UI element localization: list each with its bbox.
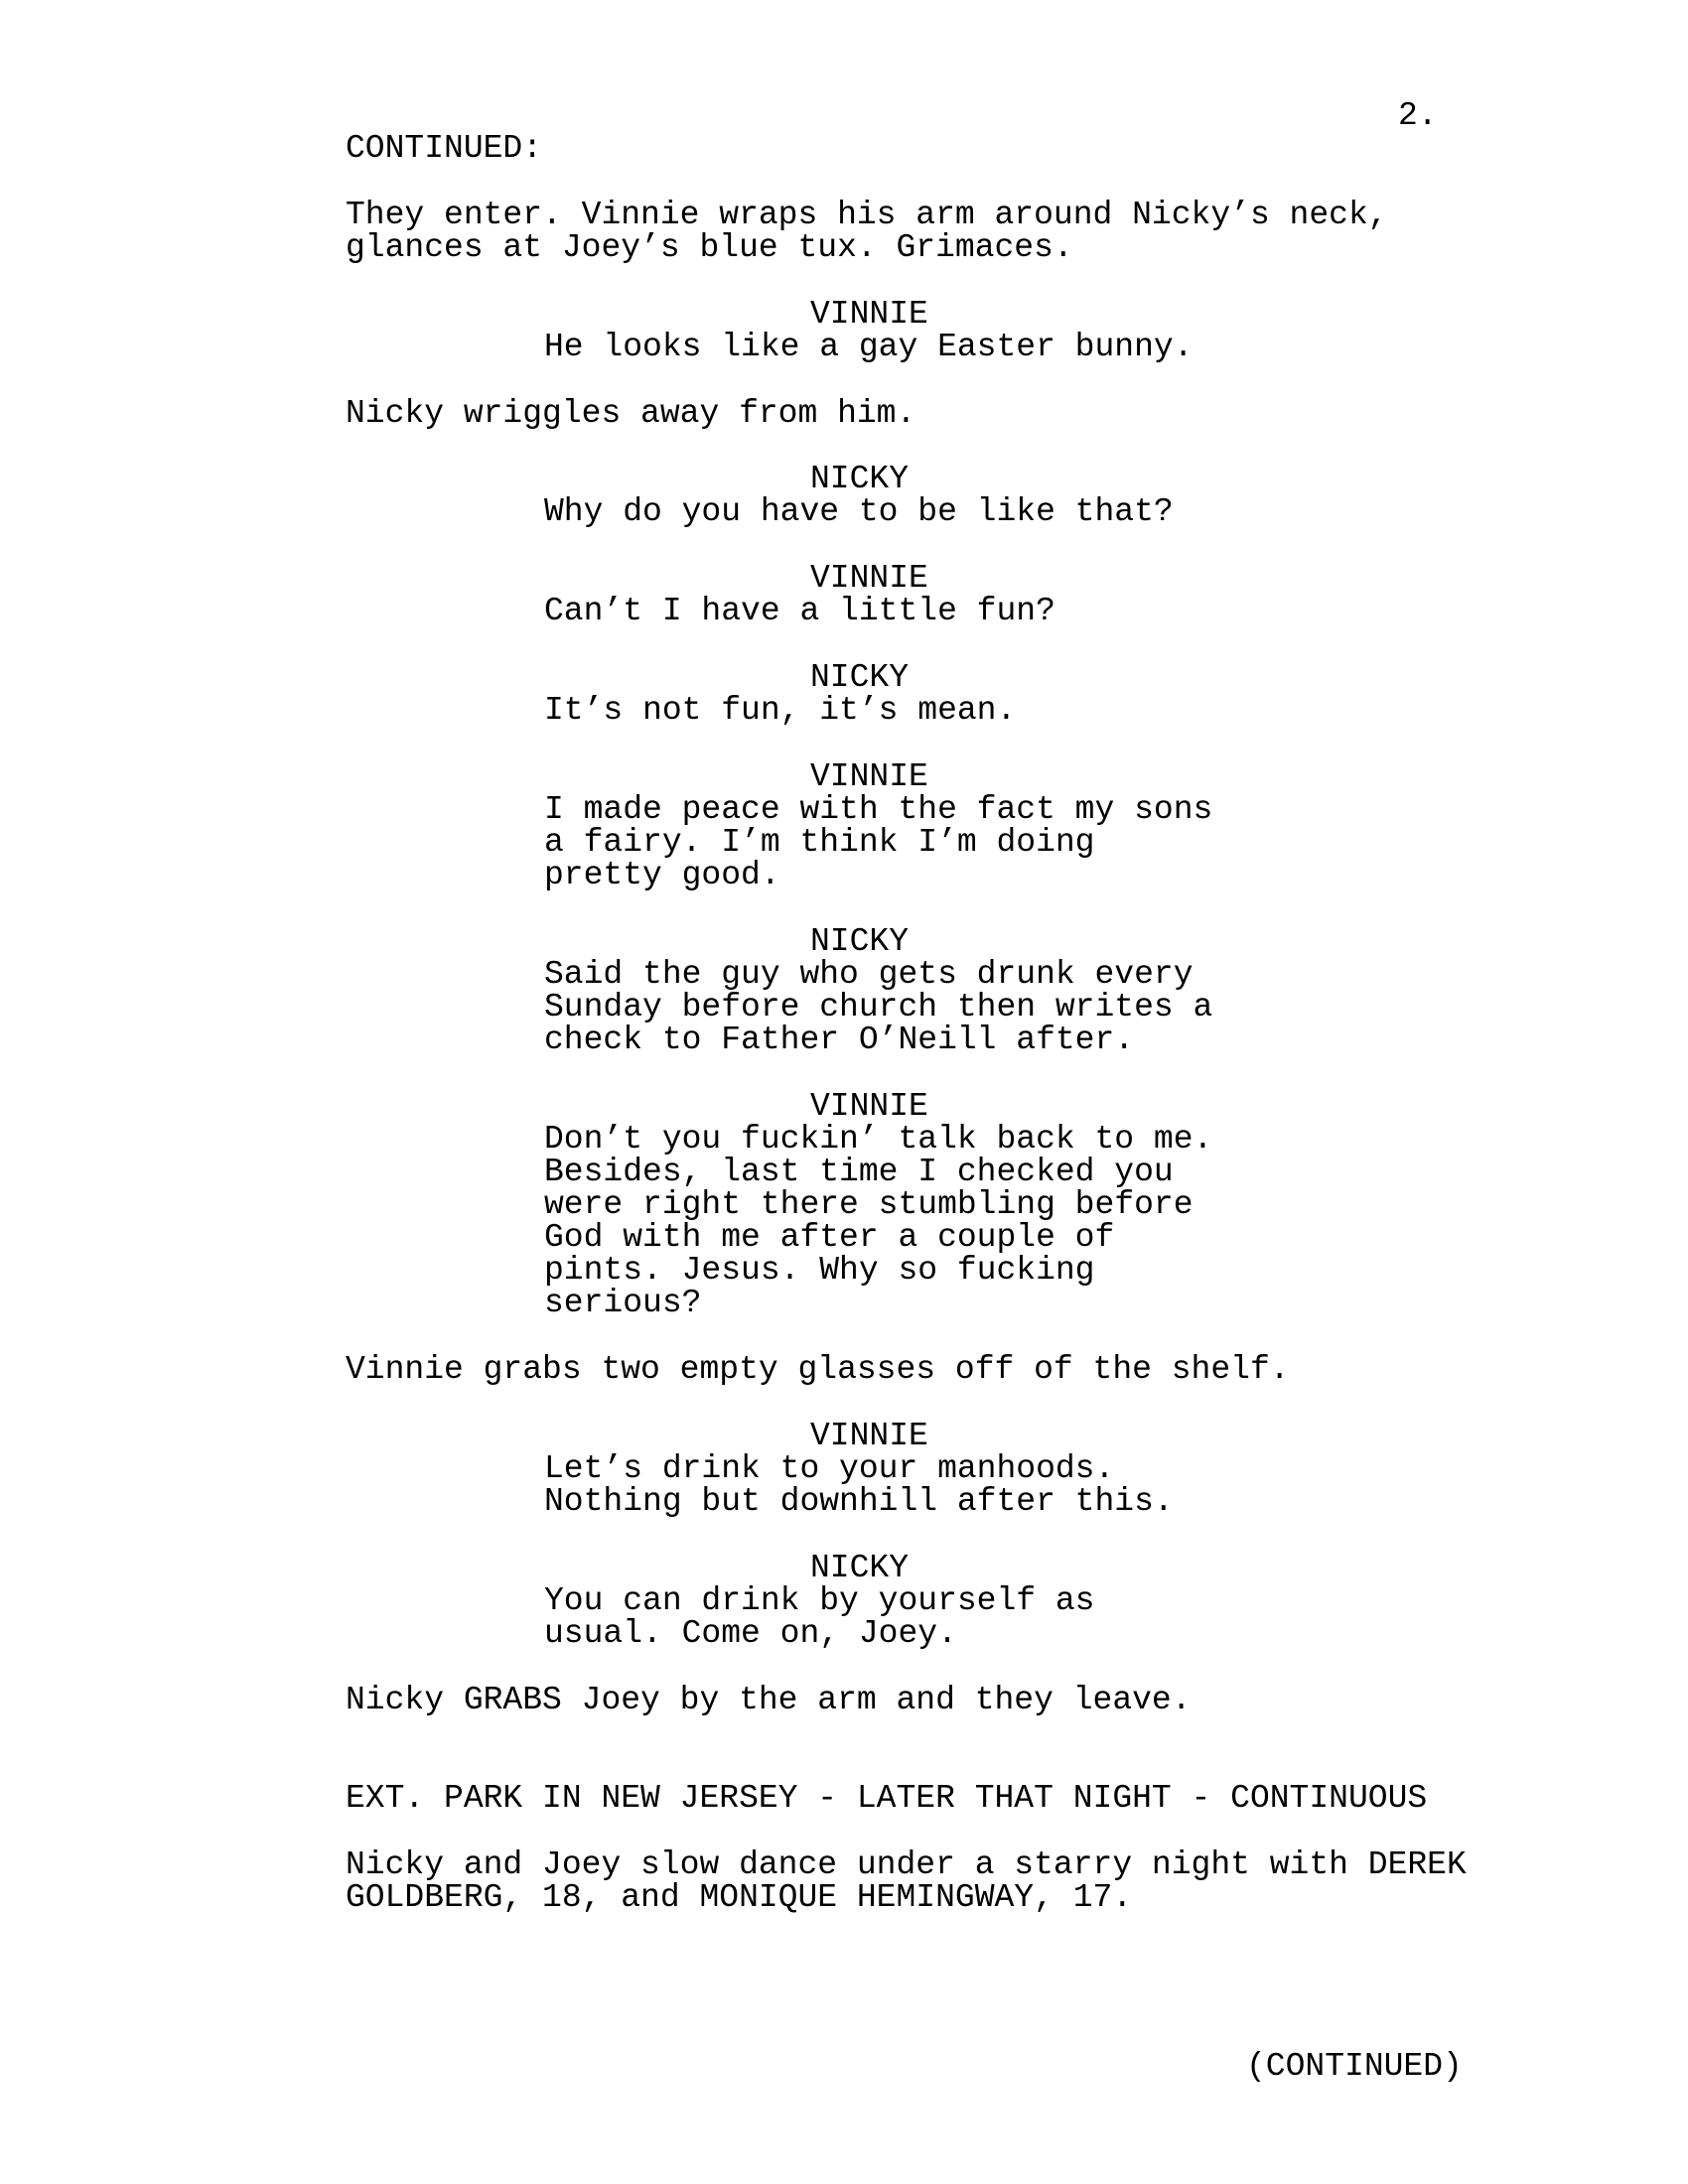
character-name: NICKY <box>810 461 910 497</box>
dialogue-line: You can drink by yourself as <box>544 1582 1095 1619</box>
action-line: Nicky wriggles away from him. <box>346 395 916 432</box>
dialogue-line: Sunday before church then writes a <box>544 989 1213 1025</box>
dialogue-line: pretty good. <box>544 857 780 893</box>
dialogue-line: a fairy. I’m think I’m doing <box>544 824 1095 861</box>
page-number: 2. <box>1398 97 1438 134</box>
action-line: glances at Joey’s blue tux. Grimaces. <box>346 229 1073 266</box>
dialogue-line: It’s not fun, it’s mean. <box>544 692 1017 729</box>
character-name: VINNIE <box>810 560 928 597</box>
dialogue-line: serious? <box>544 1285 702 1321</box>
character-name: NICKY <box>810 923 910 960</box>
continued-header: CONTINUED: <box>346 130 543 167</box>
dialogue-line: Nothing but downhill after this. <box>544 1483 1174 1520</box>
scene-heading: EXT. PARK IN NEW JERSEY - LATER THAT NIGHT - CONTINUOUS <box>346 1780 1428 1817</box>
dialogue-line: check to Father O’Neill after. <box>544 1022 1135 1058</box>
dialogue-line: usual. Come on, Joey. <box>544 1615 957 1652</box>
character-name: VINNIE <box>810 1088 928 1125</box>
character-name: VINNIE <box>810 1418 928 1454</box>
character-name: VINNIE <box>810 296 928 333</box>
dialogue-line: Why do you have to be like that? <box>544 493 1174 530</box>
dialogue-line: were right there stumbling before <box>544 1186 1194 1223</box>
action-line: Nicky and Joey slow dance under a starry night with DEREK <box>346 1846 1467 1883</box>
dialogue-line: He looks like a gay Easter bunny. <box>544 329 1194 365</box>
dialogue-line: Can’t I have a little fun? <box>544 593 1055 629</box>
action-line: Vinnie grabs two empty glasses off of the shelf. <box>346 1351 1290 1388</box>
character-name: NICKY <box>810 659 910 696</box>
action-line: GOLDBERG, 18, and MONIQUE HEMINGWAY, 17. <box>346 1879 1133 1916</box>
dialogue-line: God with me after a couple of <box>544 1219 1115 1256</box>
character-name: NICKY <box>810 1550 910 1586</box>
action-line: They enter. Vinnie wraps his arm around Nicky’s neck, <box>346 197 1388 233</box>
dialogue-line: pints. Jesus. Why so fucking <box>544 1252 1095 1289</box>
dialogue-line: Said the guy who gets drunk every <box>544 956 1194 993</box>
dialogue-line: Besides, last time I checked you <box>544 1154 1174 1190</box>
dialogue-line: I made peace with the fact my sons <box>544 791 1213 828</box>
continued-footer: (CONTINUED) <box>1246 2048 1463 2085</box>
dialogue-line: Don’t you fuckin’ talk back to me. <box>544 1121 1213 1158</box>
character-name: VINNIE <box>810 758 928 795</box>
action-line: Nicky GRABS Joey by the arm and they leave. <box>346 1682 1192 1718</box>
dialogue-line: Let’s drink to your manhoods. <box>544 1450 1115 1487</box>
